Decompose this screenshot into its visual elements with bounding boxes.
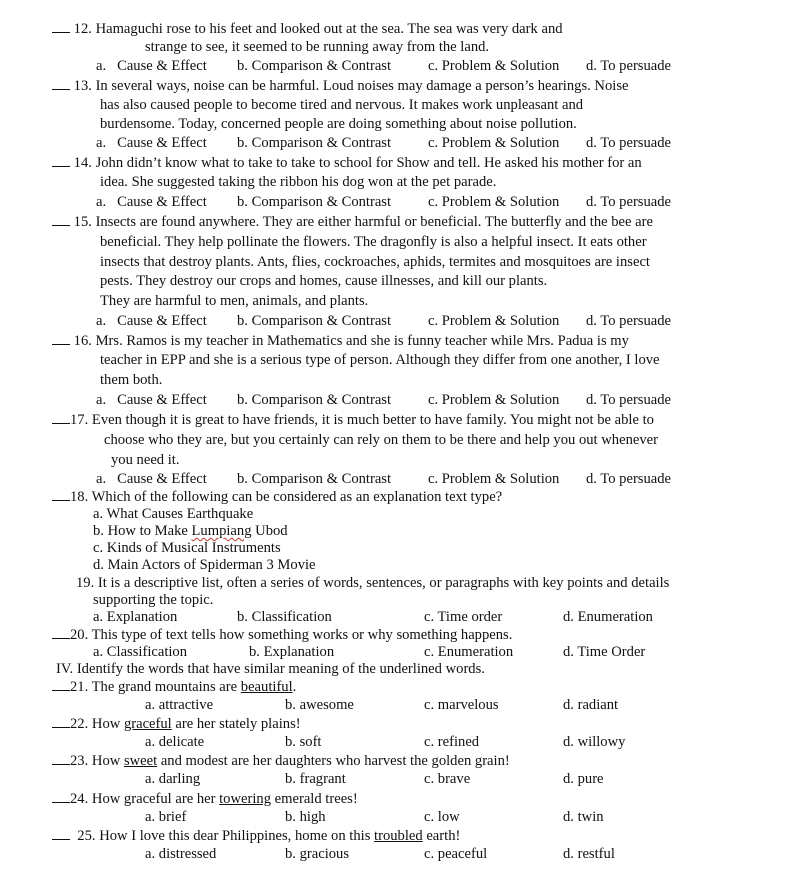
- choice-b: b. Comparison & Contrast: [237, 392, 392, 408]
- choice-c: c. brave: [424, 771, 471, 787]
- choice-c: c. Problem & Solution: [428, 194, 560, 210]
- choice-c: c. Problem & Solution: [428, 392, 560, 408]
- section-heading: IV. Identify the words that have similar meaning of the underlined words.: [56, 661, 485, 677]
- answer-blank[interactable]: [52, 790, 70, 803]
- choice-b: b. Comparison & Contrast: [237, 313, 392, 329]
- answer-blank[interactable]: [52, 752, 70, 765]
- answer-blank[interactable]: [52, 715, 70, 728]
- question-16: 16. Mrs. Ramos is my teacher in Mathematics and she is funny teacher while Mrs. Padua is my: [52, 332, 629, 350]
- question-text: you need it.: [111, 452, 180, 468]
- choice-d: d. twin: [563, 809, 604, 825]
- choice-c: c. low: [424, 809, 460, 825]
- question-text: has also caused people to become tired and nervous. It makes work unpleasant and: [100, 97, 584, 113]
- question-text: beneficial. They help pollinate the flowers. The dragonfly is also a helpful insect. It eats other: [100, 234, 647, 250]
- choice-c: c. peaceful: [424, 846, 488, 862]
- question-text: idea. She suggested taking the ribbon his dog won at the pet parade.: [100, 174, 497, 190]
- choice-b: b. Comparison & Contrast: [237, 58, 392, 74]
- choice-a: a. attractive: [145, 697, 214, 713]
- choice-b: b. How to Make Lumpiang Ubod: [93, 523, 288, 539]
- choice-c: c. marvelous: [424, 697, 499, 713]
- choice-d: d. Enumeration: [563, 609, 653, 625]
- question-23: 23. How sweet and modest are her daughters who harvest the golden grain!: [52, 752, 510, 770]
- underlined-word: towering: [219, 791, 272, 807]
- choice-b: b. soft: [285, 734, 322, 750]
- choice-d: d. restful: [563, 846, 615, 862]
- choice-a: a. darling: [145, 771, 201, 787]
- choice-b: b. high: [285, 809, 326, 825]
- question-12: [52, 20, 563, 38]
- question-20: 20. This type of text tells how something works or why something happens.: [52, 626, 512, 644]
- question-text: They are harmful to men, animals, and plants.: [100, 293, 369, 309]
- choice-b: b. Explanation: [249, 644, 335, 660]
- choice-a: a. Cause & Effect: [96, 313, 207, 329]
- choice-c: c. Time order: [424, 609, 503, 625]
- question-text: strange to see, it seemed to be running away from the land.: [145, 39, 490, 55]
- choice-d: d. To persuade: [586, 313, 672, 329]
- question-text: teacher in EPP and she is a serious type of person. Although they differ from one another, I love: [100, 352, 660, 368]
- choice-c: c. Enumeration: [424, 644, 514, 660]
- answer-blank[interactable]: [52, 213, 70, 226]
- choice-c: c. refined: [424, 734, 480, 750]
- question-21: 21. The grand mountains are beautiful.: [52, 678, 296, 696]
- choice-a: a. Cause & Effect: [96, 58, 207, 74]
- underlined-word: sweet: [123, 753, 158, 769]
- choice-a: a. What Causes Earthquake: [93, 506, 254, 522]
- underlined-word: graceful: [123, 716, 172, 732]
- question-15: 15. Insects are found anywhere. They are either harmful or beneficial. The butterfly and the bee are: [52, 213, 653, 231]
- choice-a: a. delicate: [145, 734, 205, 750]
- answer-blank[interactable]: [52, 678, 70, 691]
- choice-d: d. Time Order: [563, 644, 646, 660]
- answer-blank[interactable]: [52, 626, 70, 639]
- question-24: 24. How graceful are her towering emerald trees!: [52, 790, 358, 808]
- choice-d: d. To persuade: [586, 392, 672, 408]
- choice-d: d. Main Actors of Spiderman 3 Movie: [93, 557, 316, 573]
- choice-d: d. To persuade: [586, 194, 672, 210]
- choice-a: a. Cause & Effect: [96, 135, 207, 151]
- choice-b: b. Classification: [237, 609, 332, 625]
- question-text: insects that destroy plants. Ants, flies, cockroaches, aphids, termites and mosquitoes are insect: [100, 254, 650, 270]
- choice-a: a. Cause & Effect: [96, 392, 207, 408]
- question-text: burdensome. Today, concerned people are doing something about noise pollution.: [100, 116, 577, 132]
- choice-d: d. To persuade: [586, 471, 672, 487]
- question-text: pests. They destroy our crops and homes, cause illnesses, and kill our plants.: [100, 273, 548, 289]
- choice-c: c. Problem & Solution: [428, 471, 560, 487]
- question-text: them both.: [100, 372, 163, 388]
- choice-c: c. Problem & Solution: [428, 313, 560, 329]
- answer-blank[interactable]: [52, 411, 70, 424]
- answer-blank[interactable]: [52, 77, 70, 90]
- choice-d: d. To persuade: [586, 58, 672, 74]
- question-number: 12.: [73, 21, 92, 37]
- answer-blank[interactable]: [52, 20, 70, 33]
- question-22: 22. How graceful are her stately plains!: [52, 715, 301, 733]
- question-text: choose who they are, but you certainly can rely on them to be there and help you out whenever: [104, 432, 658, 448]
- question-17: 17. Even though it is great to have friends, it is much better to have family. You might not be able to: [52, 411, 654, 429]
- choice-a: a. brief: [145, 809, 187, 825]
- choice-c: c. Problem & Solution: [428, 58, 560, 74]
- choice-b: b. awesome: [285, 697, 354, 713]
- answer-blank[interactable]: [52, 488, 70, 501]
- choice-d: d. radiant: [563, 697, 619, 713]
- choice-a: a. Explanation: [93, 609, 178, 625]
- answer-blank[interactable]: [52, 332, 70, 345]
- choice-b: b. gracious: [285, 846, 350, 862]
- choice-b: b. fragrant: [285, 771, 346, 787]
- answer-blank[interactable]: [52, 827, 70, 840]
- choice-c: c. Problem & Solution: [428, 135, 560, 151]
- answer-blank[interactable]: [52, 154, 70, 167]
- question-text: Hamaguchi rose to his feet and looked out at the sea. The sea was very dark and: [95, 21, 563, 37]
- question-text: supporting the topic.: [93, 592, 214, 608]
- choice-b: b. Comparison & Contrast: [237, 471, 392, 487]
- choice-a: a. Cause & Effect: [96, 471, 207, 487]
- choice-d: d. willowy: [563, 734, 626, 750]
- choice-a: a. Classification: [93, 644, 188, 660]
- choice-d: d. pure: [563, 771, 604, 787]
- choice-c: c. Kinds of Musical Instruments: [93, 540, 281, 556]
- choice-a: a. Cause & Effect: [96, 194, 207, 210]
- question-14: 14. John didn’t know what to take to take to school for Show and tell. He asked his mother for an: [52, 154, 642, 172]
- question-25: 25. How I love this dear Philippines, home on this troubled earth!: [52, 827, 460, 845]
- spellcheck-word: Lumpiang: [191, 523, 252, 539]
- underlined-word: beautiful: [240, 679, 293, 695]
- choice-b: b. Comparison & Contrast: [237, 194, 392, 210]
- choice-d: d. To persuade: [586, 135, 672, 151]
- question-18: 18. Which of the following can be considered as an explanation text type?: [52, 488, 502, 506]
- choice-b: b. Comparison & Contrast: [237, 135, 392, 151]
- question-13: 13. In several ways, noise can be harmful. Loud noises may damage a person’s hearings. Noise: [52, 77, 628, 95]
- choice-a: a. distressed: [145, 846, 217, 862]
- question-19: 19. It is a descriptive list, often a series of words, sentences, or paragraphs with key points and details: [76, 575, 670, 591]
- underlined-word: troubled: [374, 828, 423, 844]
